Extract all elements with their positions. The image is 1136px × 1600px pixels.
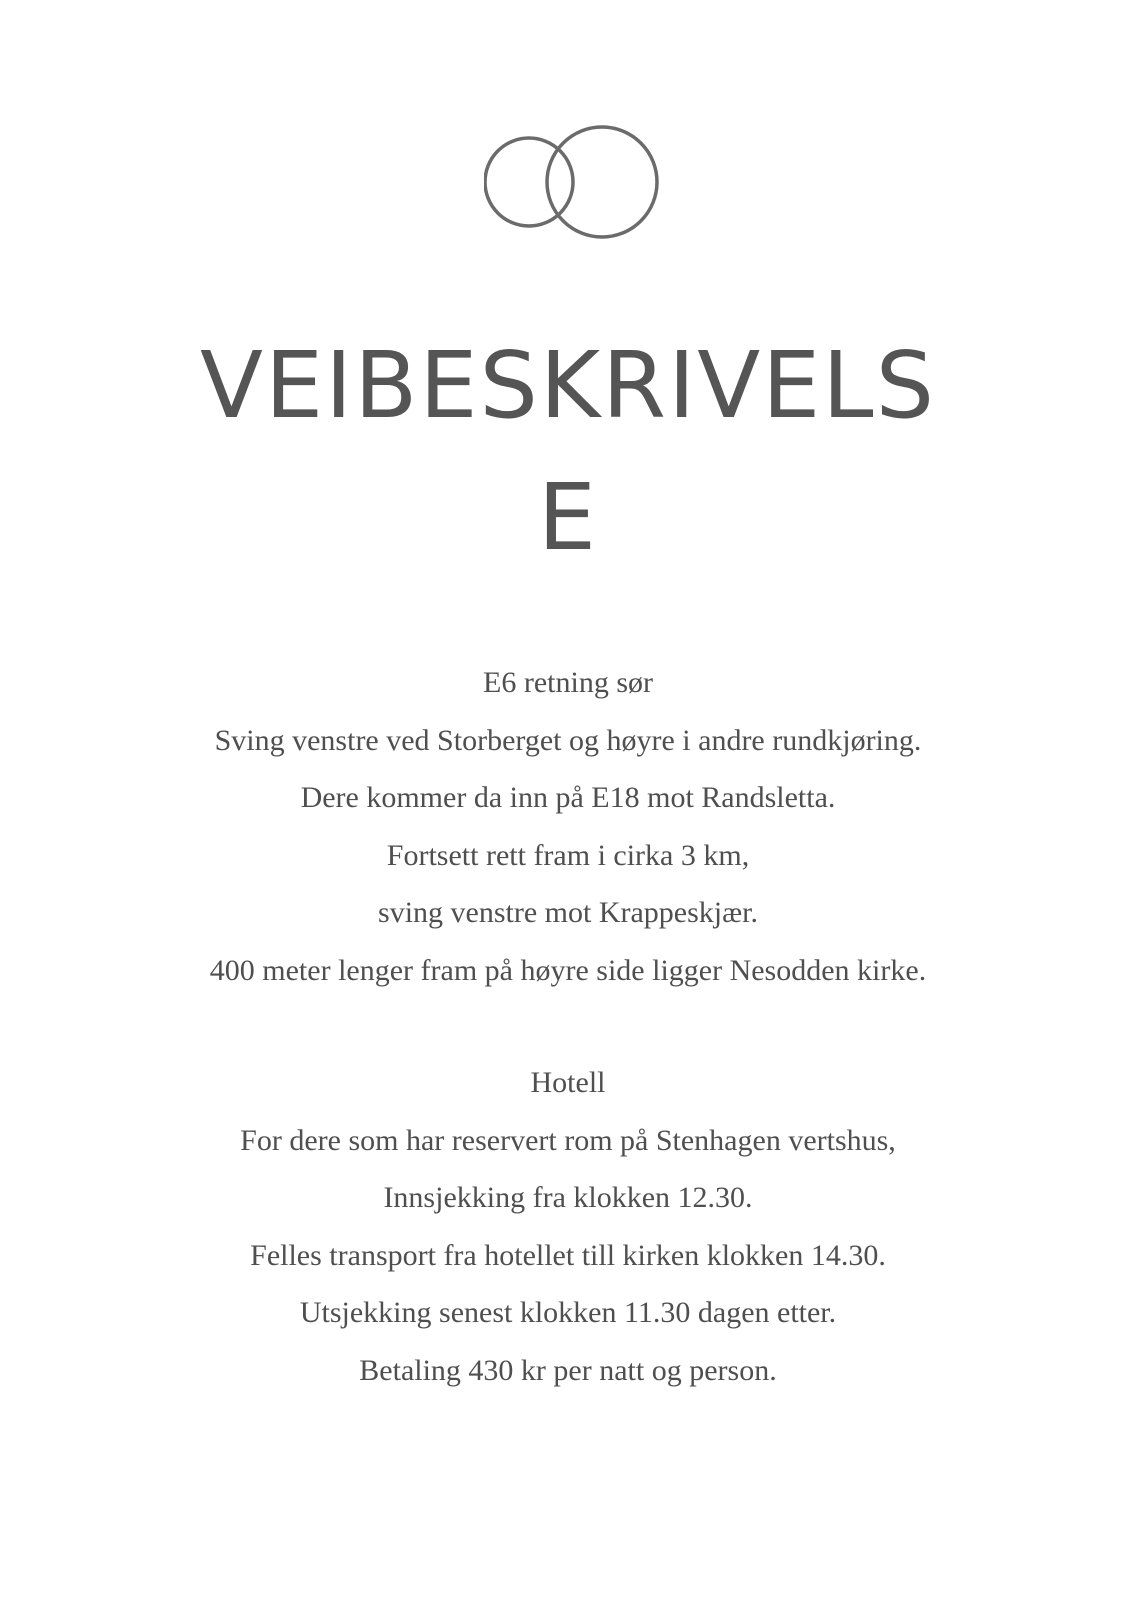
hotel-line: For dere som har reservert rom på Stenhagen vertshus, xyxy=(240,1123,896,1157)
page-title-line-1: VEIBESKRIVELS xyxy=(200,332,936,439)
directions-section xyxy=(100,654,1036,999)
directions-line: Dere kommer da inn på E18 mot Randsletta. xyxy=(300,781,836,814)
directions-line: 400 meter lenger fram på høyre side ligger Nesodden kirke. xyxy=(209,953,927,987)
page-title-line-2: E xyxy=(537,464,599,571)
hotel-line: Innsjekking fra klokken 12.30. xyxy=(383,1181,753,1214)
hotel-line: Felles transport fra hotellet till kirken klokken 14.30. xyxy=(250,1238,886,1272)
hotel-line: Betaling 430 kr per natt og person. xyxy=(359,1353,777,1387)
directions-line: Sving venstre ved Storberget og høyre i andre rundkjøring. xyxy=(214,723,922,757)
directions-line: Fortsett rett fram i cirka 3 km, xyxy=(386,838,750,872)
page-title xyxy=(168,320,968,584)
hotel-line: Utsjekking senest klokken 11.30 dagen etter. xyxy=(299,1296,837,1329)
hotel-heading: Hotell xyxy=(530,1066,606,1099)
wedding-rings-icon xyxy=(484,124,680,242)
hotel-section xyxy=(100,1054,1036,1399)
directions-line: E6 retning sør xyxy=(483,666,653,699)
directions-line: sving venstre mot Krappeskjær. xyxy=(378,896,758,929)
